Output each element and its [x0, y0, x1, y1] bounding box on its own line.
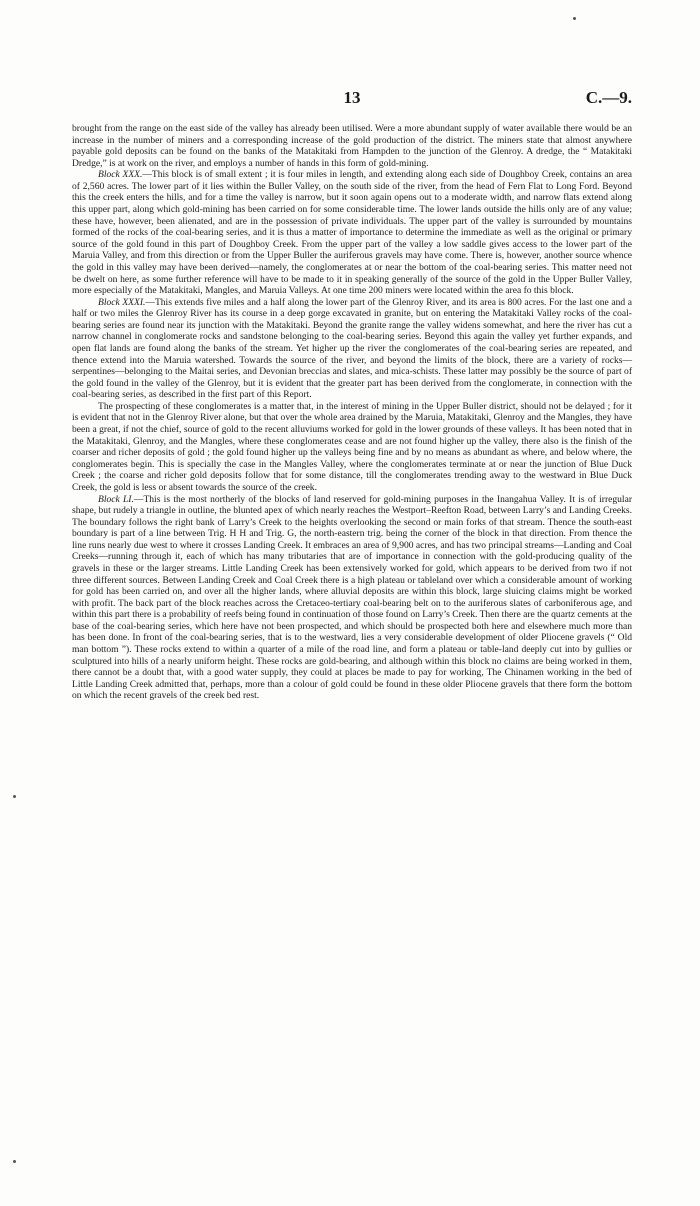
paragraph-text: The prospecting of these conglomerates is a matter that, in the interest of mining in the Upper Buller district, should not be delayed ; for it is evident that not in the Glenroy River alone, but that over the whole area drained by the Maruia, Matakitaki, Glenroy and the Mangles, they have been a great, if not the chief, source of gold to the recent alluviums worked for gold in the lower grounds of these valleys. It has been noted that in the Matakitaki, Glenroy, and the Mangles, where these conglomerates cease and are not found higher up the valley, there also is the finish of the coarser and richer deposits of gold ; the gold found higher up the valleys being fine and by no means as abundant as where, and below where, the conglomerates begin. This is specially the case in the Mangles Valley, where the conglomerates terminate at or near the junction of Blue Duck Creek ; the coarse and richer gold deposits follow that for some distance, till the conglomerates trending away to the westward in Blue Duck Creek, the gold is less or absent towards the source of the creek.	[72, 400, 632, 493]
paragraph-text: brought from the range on the east side of the valley has already been utilised. Were a more abundant supply of water available there would be an increase in the number of miners and a corresponding increase of the gold production of the district. The miners state that almost anywhere payable gold deposits can be found on the banks of the Matakitaki from Hampden to the junction of the Glenroy. A dredge, the “ Matakitaki Dredge,” is at work on the river, and employs a number of hands in this form of gold-mining.	[72, 123, 632, 169]
page-number: 13	[343, 88, 361, 107]
scan-mark	[573, 17, 576, 20]
scan-mark	[13, 795, 16, 798]
paragraph-text: —This is the most northerly of the blocks of land reserved for gold-mining purposes in the Inangahua Valley. It is of irregular shape, but rudely a triangle in outline, the blunted apex of which nearly reaches the Westport–Reefton Road, between Larry’s and Landing Creeks. The boundary follows the right bank of Larry’s Creek to the heights overlooking the second or main forks of that stream. Thence the south-east boundary is part of a line between Trig. H H and Trig. G, the north-eastern trig. being the corner of the block in that direction. From thence the line runs nearly due west to where it crosses Landing Creek. It embraces an area of 9,900 acres, and has two principal streams—Landing and Coal Creeks—running through it, each of which has many tributaries that are of importance in connection with the gold-producing quality of the gravels in these or the larger streams. Little Landing Creek has been extensively worked for gold, which appears to be derived from two if not three different sources. Between Landing Creek and Coal Creek there is a high plateau or tableland over which a considerable amount of working for gold has been carried on, and over all the higher lands, where alluvial deposits are within this block, large sluicing claims might be worked with profit. The back part of the block reaches across the Cretaceo-tertiary coal-bearing belt on to the auriferous slates of carboniferous age, and within this part there is a probability of reefs being found in continuation of those found on Larry’s Creek. Then there are the quartz cements at the base of the coal-bearing series, which here have not been prospected, and which should be prospected both here and elsewhere much more than has been done. In front of the coal-bearing series, that is to the westward, lies a very considerable development of older Pliocene gravels (“ Old man bottom ”). These rocks extend to within a quarter of a mile of the road line, and form a plateau or table-land deeply cut into by gullies or sculptured into hills of a nearly uniform height. These rocks are gold-bearing, and although within this block no claims are being worked in them, there cannot be a doubt that, with a good water supply, they could at places be made to pay for working, The Chinamen working in the bed of Little Landing Creek admitted that, perhaps, more than a colour of gold could be found in these older Pliocene gravels that there form the bottom on which the recent gravels of the creek bed rest.	[72, 493, 633, 702]
paragraph	[72, 297, 632, 401]
scan-mark	[13, 1160, 16, 1163]
paragraph	[72, 401, 632, 494]
block-heading: Block LI.	[98, 493, 134, 505]
paragraph-text: —This extends five miles and a half along the lower part of the Glenroy River, and its area is 800 acres. For the last one and a half or two miles the Glenroy River has its course in a deep gorge excavated in granite, but on entering the Matakitaki Valley rocks of the coal-bearing series are found near its junction with the Matakitaki. Beyond the granite range the valley widens somewhat, and here the river has cut a narrow channel in conglomerate rocks and sandstone belonging to the coal-bearing series. Beyond this again the valley yet further expands, and open flat lands are found along the banks of the stream. Yet higher up the river the conglomerates of the coal-bearing series are repeated, and thence extend into the Maruia watershed. Towards the source of the river, and beyond the limits of the block, there are a variety of rocks—serpentines—belonging to the Maitai series, and Devonian breccias and slates, and mica-schists. These latter may possibly be the source of part of the gold found in the valley of the Glenroy, but it is evident that the greater part has been derived from the conglomerate, in connection with the coal-bearing series, as described in the first part of this Report.	[72, 296, 633, 401]
paragraph	[72, 169, 632, 296]
block-heading: Block XXX.	[98, 169, 143, 181]
paragraph	[72, 123, 632, 169]
paragraph	[72, 494, 632, 702]
document-reference: C.—9.	[585, 88, 632, 107]
body-text	[72, 123, 632, 702]
paragraph-text: —This block is of small extent ; it is four miles in length, and extending along each side of Doughboy Creek, contains an area of 2,560 acres. The lower part of it lies within the Buller Valley, on the south side of the river, from the head of Fern Flat to Long Ford. Beyond this the creek enters the hills, and for a time the valley is narrow, but it soon again opens out to a moderate width, and narrow flats extend along this upper part, along which gold-mining has been carried on for some considerable time. The lower lands outside the hills only are of any value; these have, however, been alienated, and are in the possession of private individuals. The upper part of the valley is surrounded by mountains formed of the rocks of the coal-bearing series, and it is thus a matter of importance to determine the immediate as well as the original or primary source of the gold found in this part of Doughboy Creek. From the upper part of the valley a low saddle gives access to the lower part of the Maruia Valley, and from this direction or from the Upper Buller the auriferous gravels may have come. There is, however, another source whence the gold in this valley may have been derived—namely, the conglomerates at or near the bottom of the coal-bearing series. This matter need not be dwelt on here, as some further reference will have to be made to it in speaking generally of the source of the gold in the Upper Buller Valley, more especially of the Matakitaki, Mangles, and Maruia Valleys. At one time 200 miners were located within the area fo this block.	[72, 169, 632, 297]
block-heading: Block XXXI.	[98, 296, 146, 308]
page-header	[72, 88, 632, 110]
